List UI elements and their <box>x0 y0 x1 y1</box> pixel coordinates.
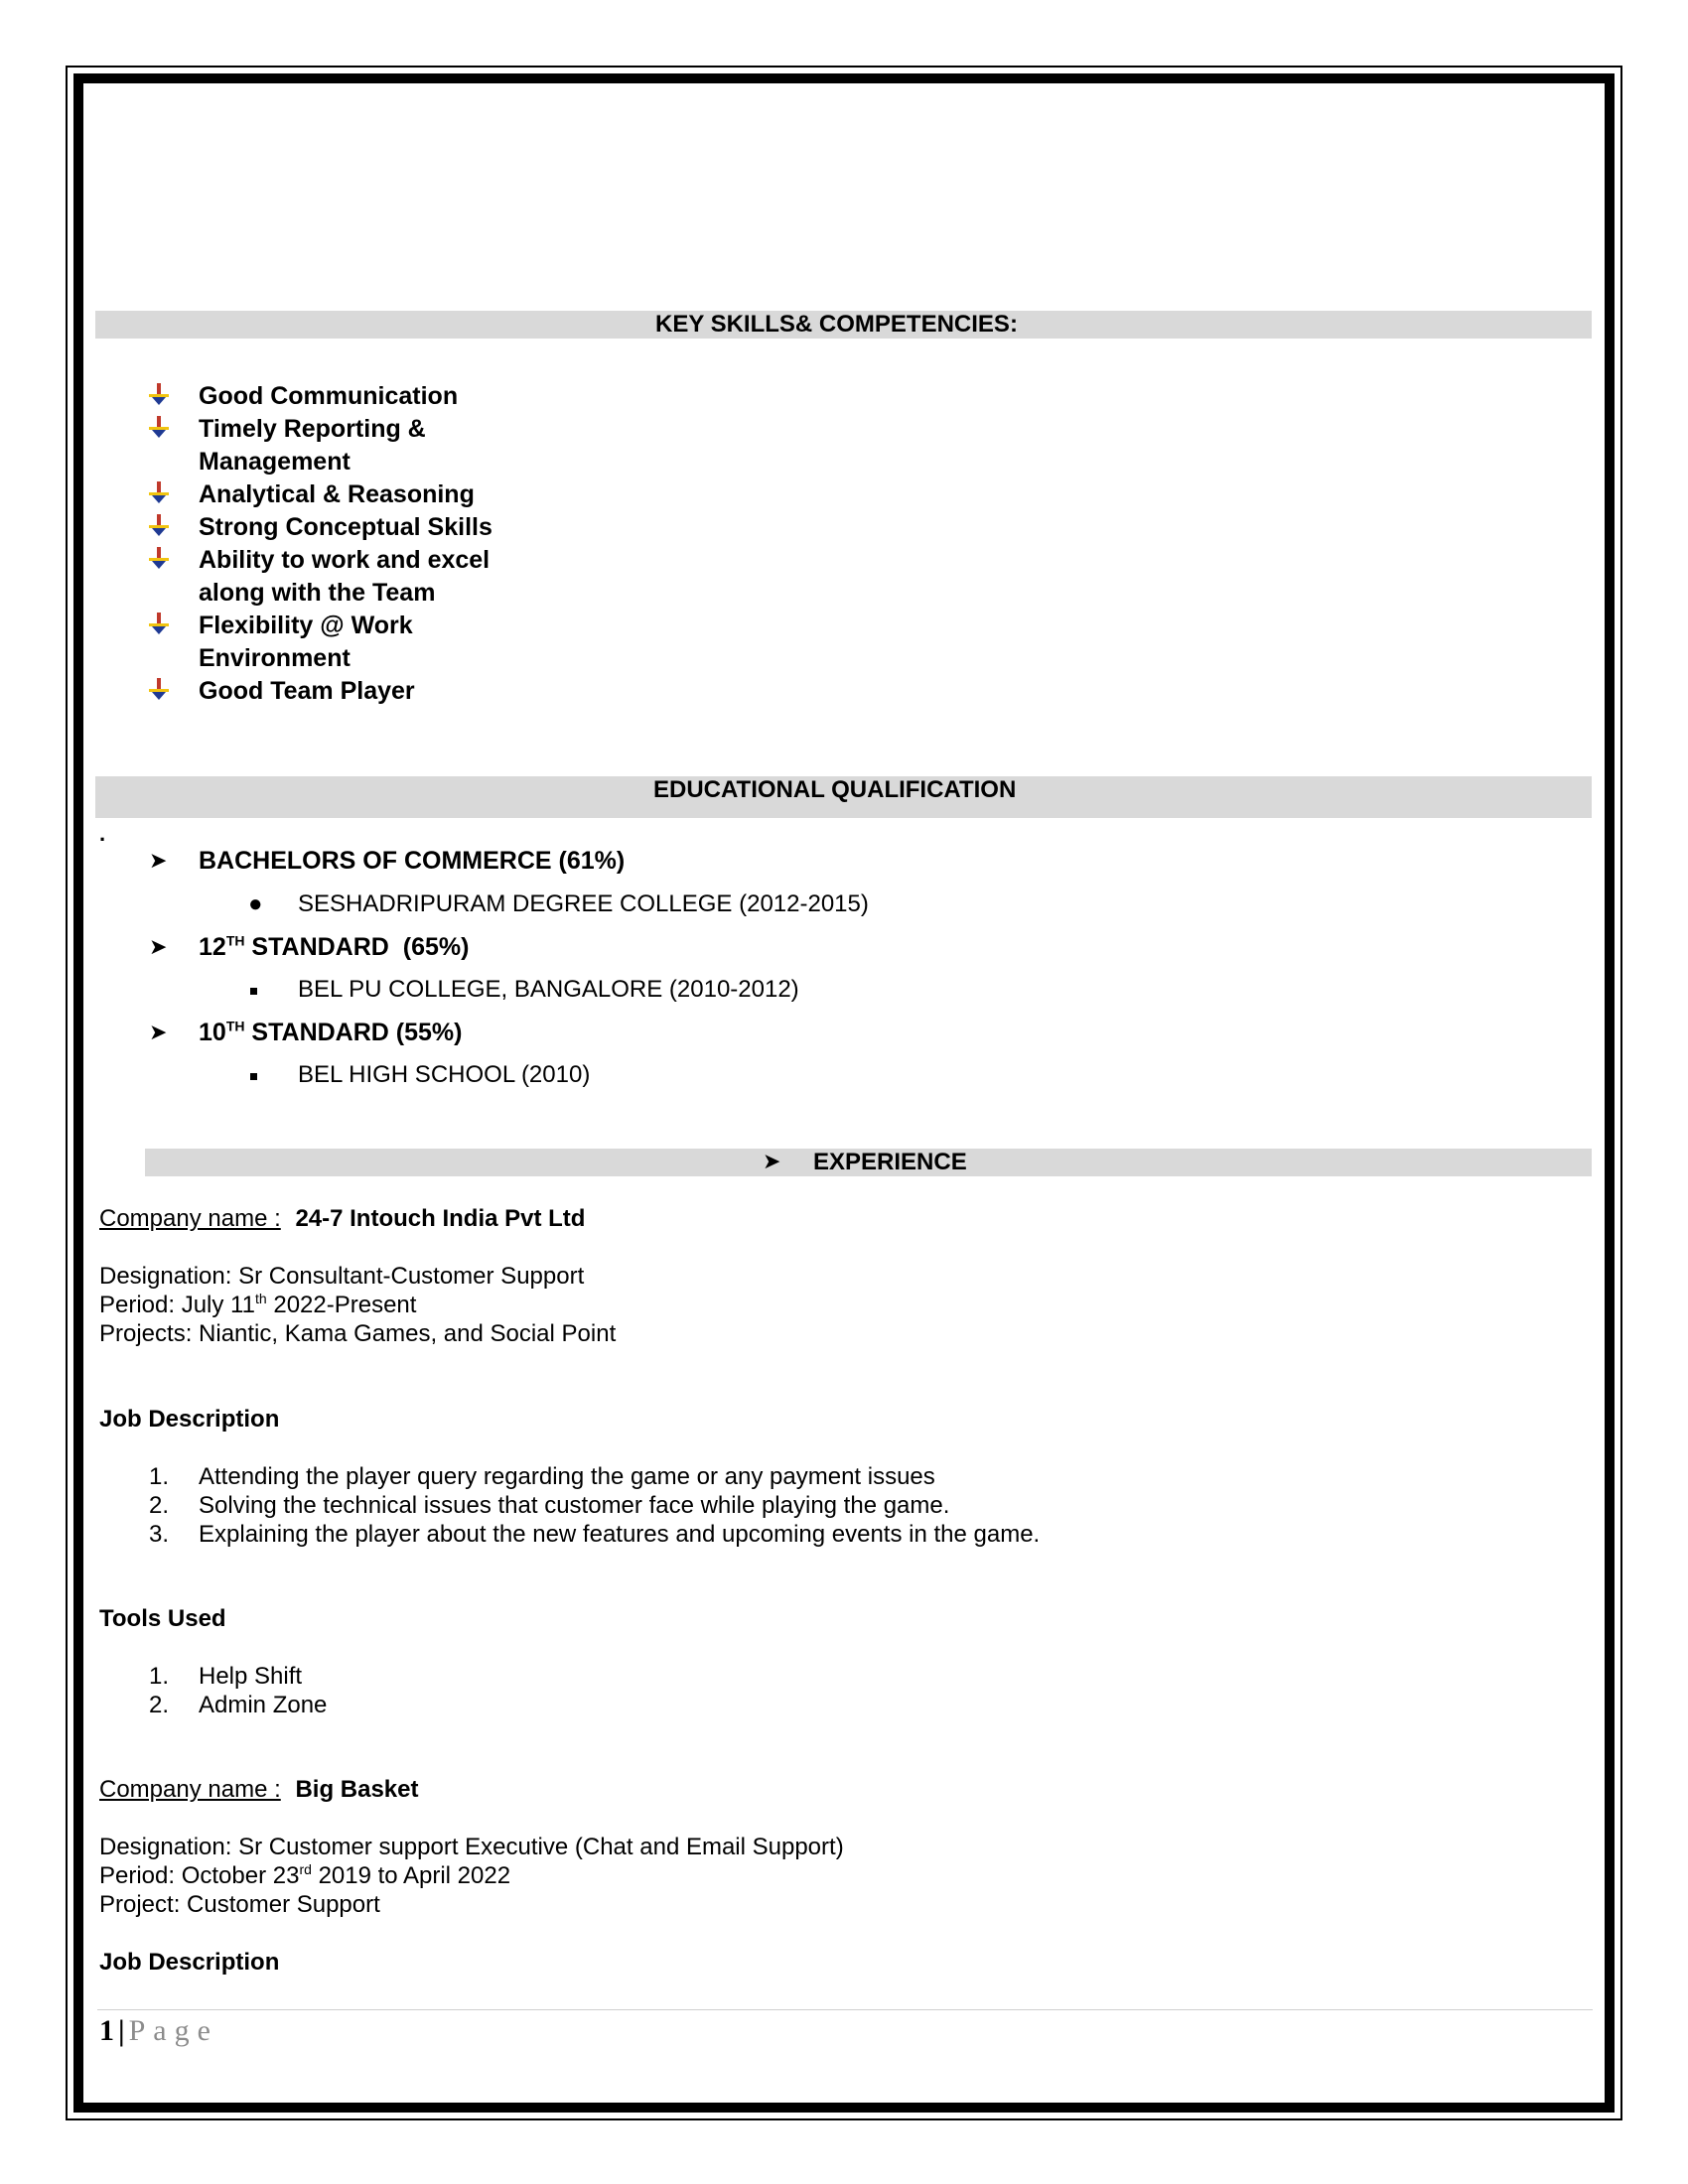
job-description-heading: Job Description <box>99 1406 280 1433</box>
arrow-down-bullet-icon <box>149 678 169 702</box>
list-number: 1. <box>149 1463 170 1490</box>
list-item: Attending the player query regarding the game or any payment issues <box>199 1463 935 1490</box>
education-heading: EDUCATIONAL QUALIFICATION <box>653 776 1017 803</box>
square-bullet-icon <box>250 988 257 995</box>
education-title: BACHELORS OF COMMERCE (61%) <box>199 847 626 875</box>
list-number: 2. <box>149 1692 170 1718</box>
arrow-down-bullet-icon <box>149 514 169 538</box>
project: Project: Customer Support <box>99 1891 380 1918</box>
designation: Designation: Sr Customer support Executive (Chat and Email Support) <box>99 1834 844 1860</box>
job-description-heading: Job Description <box>99 1949 280 1976</box>
page-number: 1 <box>99 2014 114 2047</box>
skill-item: Ability to work and excel along with the Team <box>199 546 491 607</box>
list-item: Admin Zone <box>199 1692 328 1718</box>
chevron-right-bullet-icon: ➤ <box>763 1149 781 1173</box>
page-label: Page <box>128 2014 218 2047</box>
period: Period: October 23rd 2019 to April 2022 <box>99 1861 511 1889</box>
projects: Projects: Niantic, Kama Games, and Social Point <box>99 1320 617 1347</box>
skill-item: Good Communication <box>199 382 459 410</box>
square-bullet-icon <box>250 1073 257 1080</box>
company-name: 24-7 Intouch India Pvt Ltd <box>295 1205 586 1232</box>
company-line <box>99 1204 585 1233</box>
skill-item: Analytical & Reasoning <box>199 480 475 508</box>
period: Period: July 11th 2022-Present <box>99 1291 417 1318</box>
company-label: Company name : <box>99 1776 281 1803</box>
list-number: 2. <box>149 1492 170 1519</box>
arrow-down-bullet-icon <box>149 547 169 571</box>
skill-item: Timely Reporting & Management <box>199 415 426 476</box>
education-detail: SESHADRIPURAM DEGREE COLLEGE (2012-2015) <box>298 890 869 917</box>
chevron-right-bullet-icon: ➤ <box>149 848 168 873</box>
tools-heading: Tools Used <box>99 1605 226 1632</box>
chevron-right-bullet-icon: ➤ <box>149 934 168 959</box>
education-detail: BEL HIGH SCHOOL (2010) <box>298 1061 591 1088</box>
skill-item: Flexibility @ Work Environment <box>199 612 413 672</box>
company-label: Company name : <box>99 1205 281 1232</box>
education-title: 12TH STANDARD (65%) <box>199 932 470 961</box>
footer-divider <box>97 2009 1593 2010</box>
arrow-down-bullet-icon <box>149 416 169 440</box>
skill-item: Strong Conceptual Skills <box>199 513 492 541</box>
arrow-down-bullet-icon <box>149 613 169 636</box>
page-footer <box>99 2011 218 2051</box>
list-item: Solving the technical issues that customer face while playing the game. <box>199 1492 950 1519</box>
skill-item: Good Team Player <box>199 677 415 705</box>
list-number: 3. <box>149 1521 170 1548</box>
education-detail: BEL PU COLLEGE, BANGALORE (2010-2012) <box>298 976 799 1003</box>
dot-bullet-icon: ● <box>248 890 263 917</box>
experience-heading: EXPERIENCE <box>813 1149 967 1175</box>
education-title: 10TH STANDARD (55%) <box>199 1018 463 1046</box>
key-skills-heading: KEY SKILLS& COMPETENCIES: <box>655 311 1018 338</box>
list-item: Help Shift <box>199 1663 303 1690</box>
company-name: Big Basket <box>295 1776 419 1803</box>
footer-separator: | <box>118 2014 125 2047</box>
company-line <box>99 1775 418 1804</box>
arrow-down-bullet-icon <box>149 383 169 407</box>
list-number: 1. <box>149 1663 170 1690</box>
designation: Designation: Sr Consultant-Customer Support <box>99 1263 585 1290</box>
chevron-right-bullet-icon: ➤ <box>149 1020 168 1044</box>
stray-mark: . <box>99 821 106 846</box>
arrow-down-bullet-icon <box>149 481 169 505</box>
list-item: Explaining the player about the new features and upcoming events in the game. <box>199 1521 1041 1548</box>
